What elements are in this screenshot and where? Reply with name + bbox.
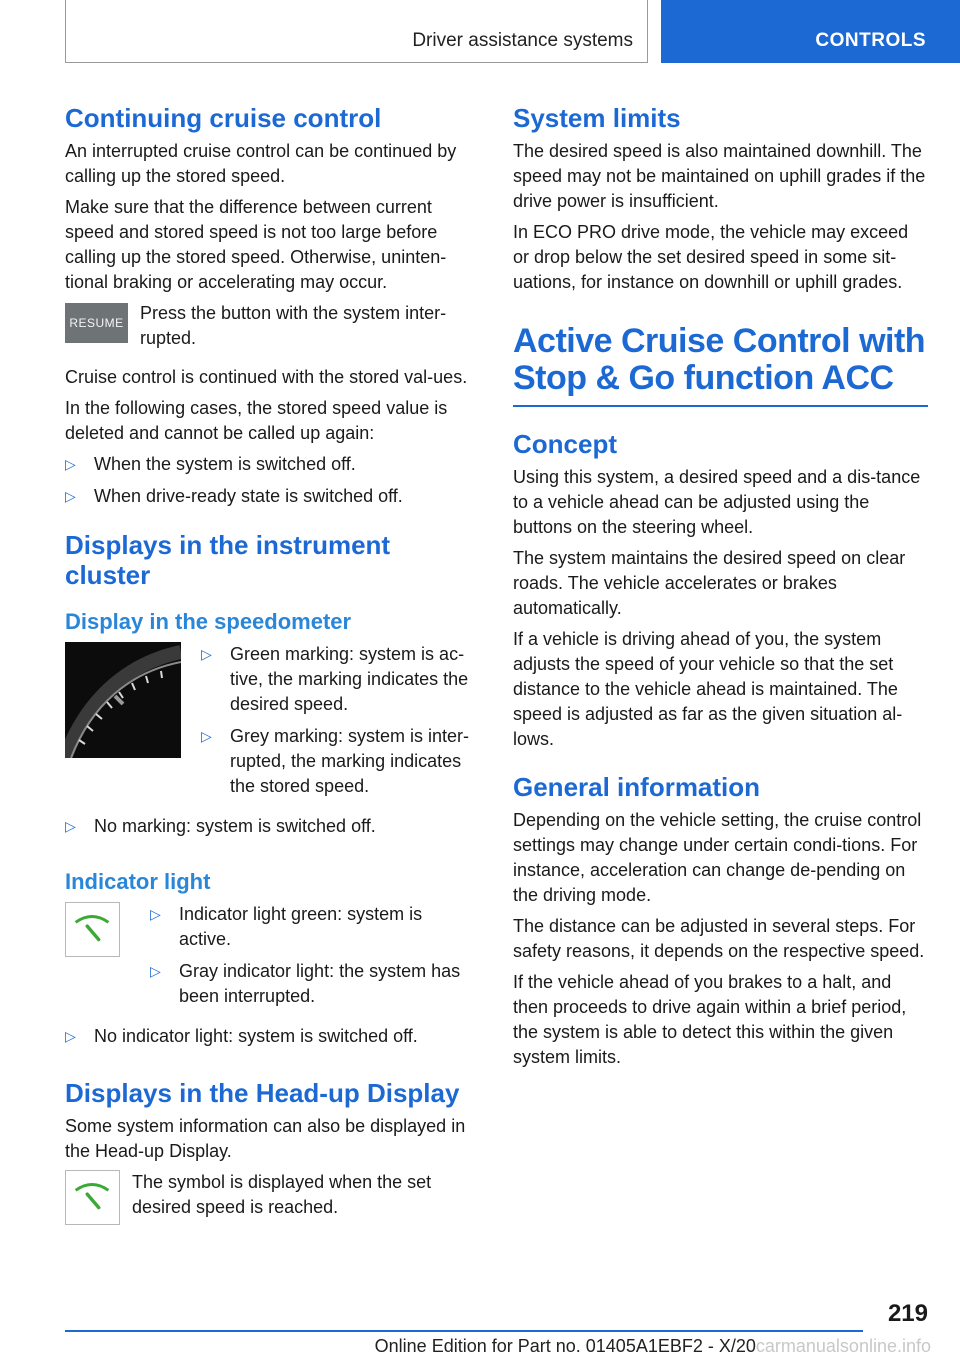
list-item: ▷ When the system is switched off. (65, 452, 475, 477)
heading-general-information: General information (513, 772, 761, 802)
heading-system-limits: System limits (513, 103, 681, 133)
footer-rule (65, 1330, 863, 1332)
paragraph: An interrupted cruise control can be continued by calling up the stored speed. (65, 141, 457, 186)
header-chapter-title: CONTROLS (815, 30, 926, 51)
paragraph: The system maintains the desired speed on clear roads. The vehicle accelerates or brakes automatically. (513, 548, 906, 618)
paragraph: Depending on the vehicle setting, the cruise control settings may change under certain condi-tions. For instance, acceleration can change de-pending on the driving mode. (513, 810, 922, 905)
paragraph: Make sure that the difference between current speed and stored speed is not too large before calling up the stored speed. Otherwise, uninten-tional braking or accelerating may occur. (65, 197, 447, 292)
speedometer-list (201, 642, 475, 806)
paragraph: The distance can be adjusted in several steps. For safety reasons, it depends on the respective speed. (513, 916, 925, 961)
list-item: ▷ Indicator light green: system is active. (150, 904, 423, 949)
paragraph: The desired speed is also maintained downhill. The speed may not be maintained on uphill grades if the drive power is insufficient. (513, 141, 926, 211)
resume-instruction: Press the button with the system inter-rupted. (140, 303, 447, 348)
paragraph: Cruise control is continued with the stored val-ues. (65, 367, 468, 387)
triangle-bullet-icon: ▷ (150, 906, 161, 922)
indicator-figure-row (65, 902, 475, 1016)
speedometer-figure-row (65, 642, 475, 806)
heading-underline (513, 405, 928, 407)
footer (65, 1336, 931, 1357)
left-column (65, 103, 475, 1234)
list-item: ▷ No indicator light: system is switched off. (65, 1024, 475, 1049)
indicator-list (150, 902, 475, 1016)
paragraph: In the following cases, the stored speed value is deleted and cannot be called up again: (65, 398, 448, 443)
bullet-list (65, 452, 475, 509)
triangle-bullet-icon: ▷ (150, 963, 161, 979)
footer-watermark: carmanualsonline.info (755, 1336, 931, 1356)
paragraph: Using this system, a desired speed and a dis-tance to a vehicle ahead can be adjusted using the buttons on the steering wheel. (513, 467, 921, 537)
triangle-bullet-icon: ▷ (65, 456, 76, 472)
heading-active-cruise-control: Active Cruise Control with Stop & Go function ACC (513, 322, 926, 397)
heading-indicator-light: Indicator light (65, 869, 211, 894)
list-item: ▷ Grey marking: system is inter-rupted, the marking indicates the stored speed. (201, 726, 470, 796)
resume-button-image (65, 303, 128, 343)
hud-figure-row (65, 1170, 475, 1226)
header-section-title: Driver assistance systems (412, 30, 633, 51)
footer-edition: Online Edition for Part no. 01405A1EBF2 - X/20 (374, 1336, 756, 1356)
hud-cruise-symbol-icon (65, 1170, 120, 1225)
list-item: ▷ Green marking: system is ac-tive, the marking indicates the desired speed. (201, 644, 469, 714)
speedometer-image (65, 642, 181, 758)
triangle-bullet-icon: ▷ (201, 646, 212, 662)
list-item: ▷ When drive-ready state is switched off. (65, 484, 475, 509)
triangle-bullet-icon: ▷ (65, 488, 76, 504)
paragraph: If the vehicle ahead of you brakes to a halt, and then proceeds to drive again within a brief period, the system is able to detect this within the given system limits. (513, 972, 907, 1067)
cruise-indicator-icon (65, 902, 120, 957)
paragraph: In ECO PRO drive mode, the vehicle may exceed or drop below the set desired speed in some sit-uations, for instance on downhill or uphill grades. (513, 222, 909, 292)
list-item: ▷ Gray indicator light: the system has been interrupted. (150, 961, 461, 1006)
heading-concept: Concept (513, 429, 617, 459)
heading-displays-instrument-cluster: Displays in the instrument cluster (65, 530, 391, 590)
heading-display-speedometer: Display in the speedometer (65, 609, 352, 634)
triangle-bullet-icon: ▷ (65, 1028, 76, 1044)
list-item: ▷ No marking: system is switched off. (65, 814, 475, 839)
resume-button-label: RESUME (69, 316, 124, 330)
header-section-box (65, 0, 648, 63)
right-column (513, 103, 928, 1076)
header-chapter-box (661, 0, 960, 63)
paragraph: Some system information can also be displayed in the Head-up Display. (65, 1116, 466, 1161)
paragraph: If a vehicle is driving ahead of you, the system adjusts the speed of your vehicle so that the set distance to the vehicle ahead is maintained. The speed is adjusted as far as the given situation al-lows. (513, 629, 903, 749)
heading-continuing-cruise-control: Continuing cruise control (65, 103, 382, 133)
hud-symbol-description: The symbol is displayed when the set desired speed is reached. (132, 1172, 432, 1217)
resume-figure-row (65, 301, 475, 357)
bullet-list (65, 814, 475, 839)
triangle-bullet-icon: ▷ (201, 728, 212, 744)
bullet-list (65, 1024, 475, 1049)
page-number: 219 (887, 1300, 928, 1327)
triangle-bullet-icon: ▷ (65, 818, 76, 834)
heading-displays-head-up: Displays in the Head-up Display (65, 1078, 460, 1108)
